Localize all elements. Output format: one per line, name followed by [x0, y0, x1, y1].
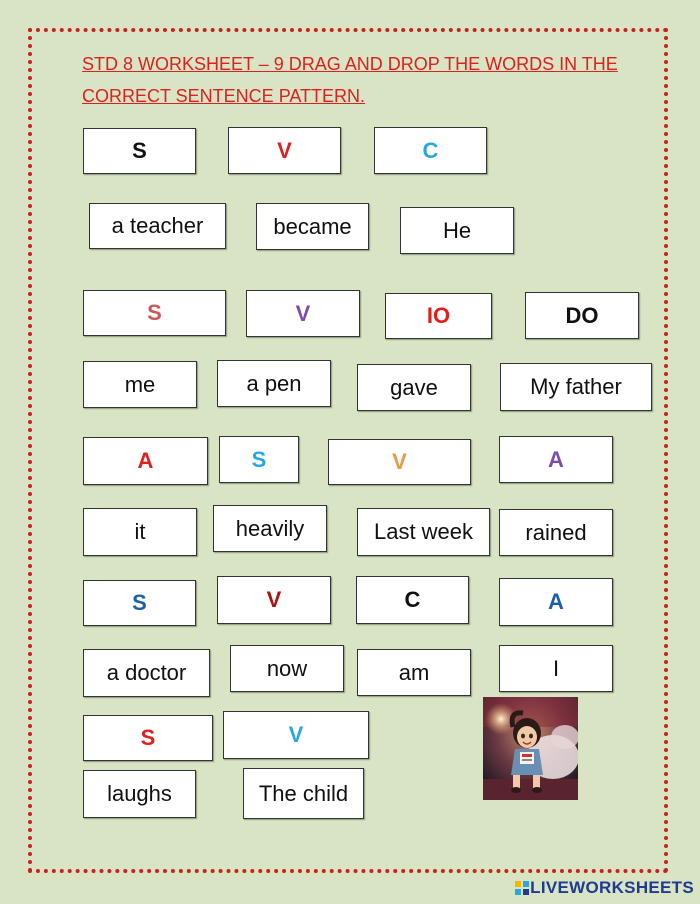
draggable-word[interactable]: laughs — [83, 770, 196, 818]
pattern-label-s: S — [83, 580, 196, 626]
draggable-word[interactable]: The child — [243, 768, 364, 819]
pattern-label-s: S — [219, 436, 299, 483]
liveworksheets-icon — [515, 880, 529, 894]
draggable-word[interactable]: am — [357, 649, 471, 696]
draggable-word[interactable]: Last week — [357, 508, 490, 556]
draggable-word[interactable]: a teacher — [89, 203, 226, 249]
draggable-word[interactable]: heavily — [213, 505, 327, 552]
pattern-label-v: V — [223, 711, 369, 759]
pattern-label-c: C — [374, 127, 487, 174]
pattern-label-v: V — [246, 290, 360, 337]
pattern-label-v: V — [228, 127, 341, 174]
pattern-label-s: S — [83, 715, 213, 761]
draggable-word[interactable]: became — [256, 203, 369, 250]
pattern-label-s: S — [83, 128, 196, 174]
pattern-label-c: C — [356, 576, 469, 624]
worksheet-title: STD 8 WORKSHEET – 9 DRAG AND DROP THE WORDS IN THE CORRECT SENTENCE PATTERN. — [82, 54, 618, 106]
pattern-label-s: S — [83, 290, 226, 336]
draggable-word[interactable]: I — [499, 645, 613, 692]
draggable-word[interactable]: gave — [357, 364, 471, 411]
draggable-word[interactable]: now — [230, 645, 344, 692]
pattern-label-a: A — [83, 437, 208, 485]
pattern-label-v: V — [328, 439, 471, 485]
draggable-word[interactable]: rained — [499, 509, 613, 556]
liveworksheets-text: LIVEWORKSHEETS — [530, 878, 694, 897]
draggable-word[interactable]: My father — [500, 363, 652, 411]
draggable-word[interactable]: a pen — [217, 360, 331, 407]
pattern-label-a: A — [499, 578, 613, 626]
child-laughing-picture — [483, 697, 578, 800]
draggable-word[interactable]: it — [83, 508, 197, 556]
pattern-label-v: V — [217, 576, 331, 624]
draggable-word[interactable]: He — [400, 207, 514, 254]
draggable-word[interactable]: a doctor — [83, 649, 210, 697]
pattern-label-a: A — [499, 436, 613, 483]
liveworksheets-logo — [515, 878, 694, 898]
draggable-word[interactable]: me — [83, 361, 197, 408]
pattern-label-io: IO — [385, 293, 492, 339]
pattern-label-do: DO — [525, 292, 639, 339]
